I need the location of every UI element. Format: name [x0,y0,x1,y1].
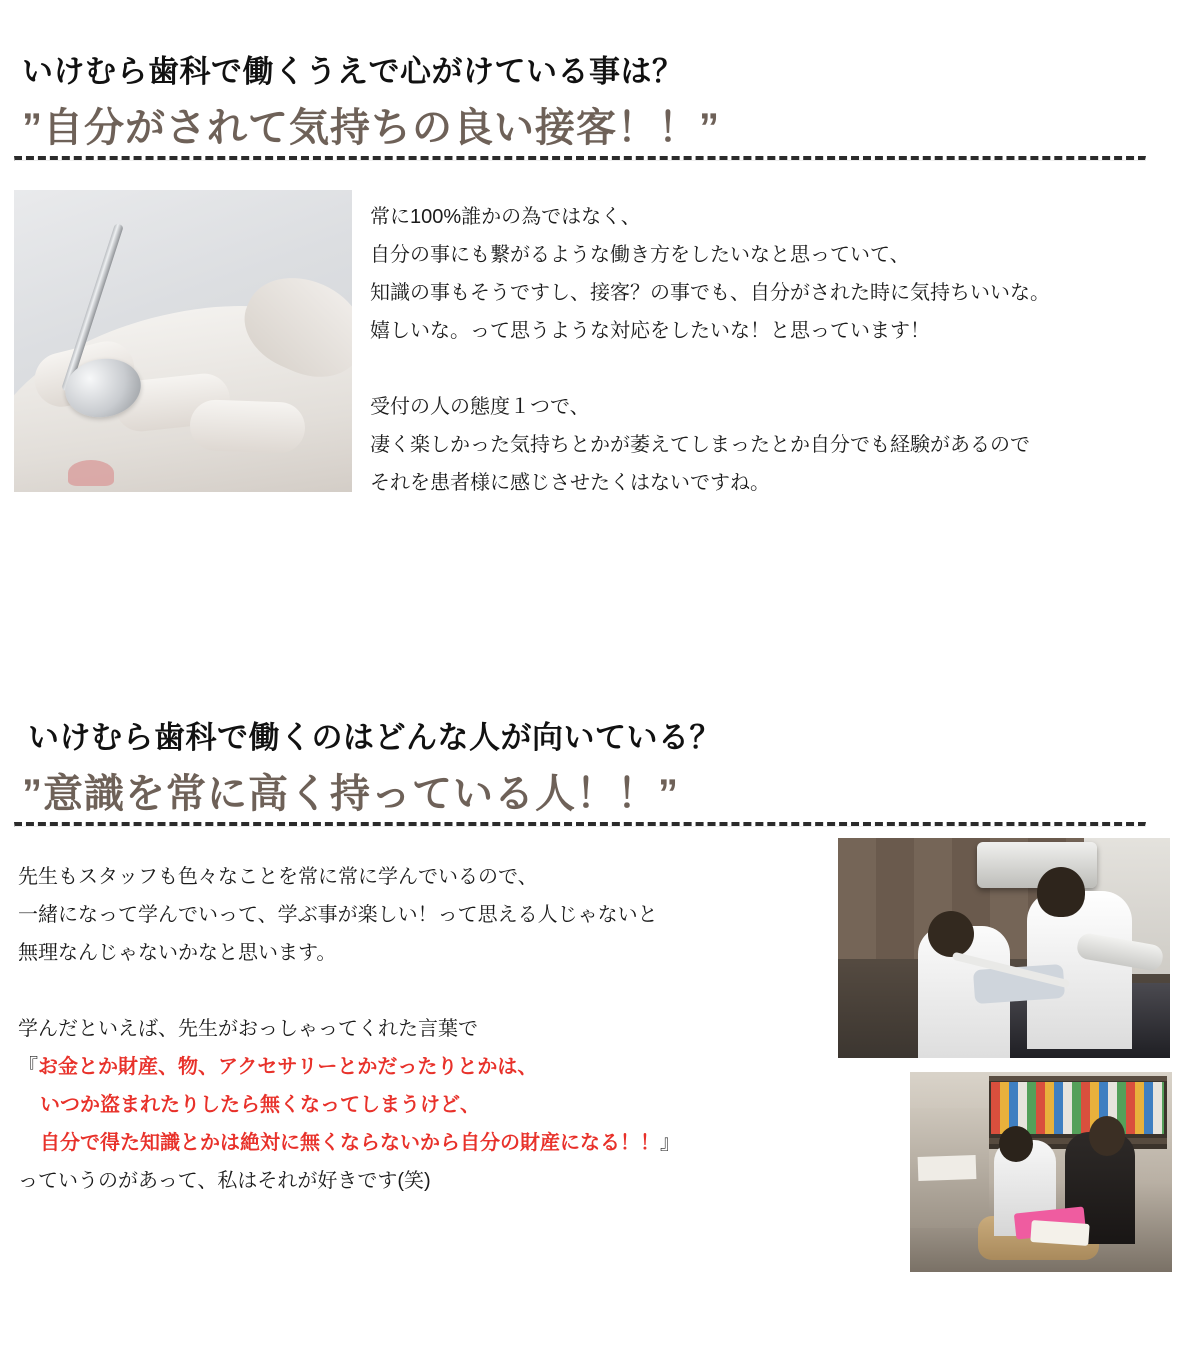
answer-close-quote: ” [699,106,720,150]
section2-photo-treatment-room [838,838,1170,1058]
section1-question: いけむら歯科で働くうえで心がけている事は？ [22,54,684,89]
section2-body [18,858,848,1200]
quote-text: いつか盗まれたりしたら無くなってしまうけど、 [40,1094,480,1116]
answer-close-quote: ” [658,772,679,816]
quote-open-bracket: 『 [18,1056,38,1078]
section2-photo-waiting-area [910,1072,1172,1272]
section2-quote-line-1 [18,1048,848,1086]
answer-open-quote: ” [22,106,43,150]
section1-body-line: 常に100%誰かの為ではなく、 [370,206,641,228]
section2-answer [22,762,679,819]
section1-body-line: 嬉しいな。って思うような対応をしたいな！と思っています！ [370,320,930,342]
quote-text: 自分で得た知識とかは絶対に無くならないから自分の財産になる！！ [40,1132,660,1154]
section2-quote-line-2 [18,1086,848,1124]
section1-divider [14,156,1146,161]
section2-divider [14,822,1146,827]
answer-open-quote: ” [22,772,43,816]
section1-body2-line: 受付の人の態度１つで、 [370,396,590,418]
section2-question: いけむら歯科で働くのはどんな人が向いている？ [28,720,721,755]
section2-body2-outro: っていうのがあって、私はそれが好きです(笑) [18,1170,431,1192]
section2-body-line: 一緒になって学んでいって、学ぶ事が楽しい！って思える人じゃないと [18,904,658,926]
section1-answer [22,96,720,153]
section1-body [370,198,1170,502]
section2-body-line: 無理なんじゃないかなと思います。 [18,942,337,964]
section1-photo [14,190,352,492]
section1-body-line: 自分の事にも繋がるような働き方をしたいなと思っていて、 [370,244,910,266]
answer-text: 自分がされて気持ちの良い接客！！ [43,106,699,150]
quote-close-bracket: 』 [660,1132,680,1154]
answer-text: 意識を常に高く持っている人！！ [43,772,658,816]
section1-body2-line: それを患者様に感じさせたくはないですね。 [370,472,770,494]
section2-body2-intro: 学んだといえば、先生がおっしゃってくれた言葉で [18,1018,478,1040]
quote-text: お金とか財産、物、アクセサリーとかだったりとかは、 [38,1056,538,1078]
section1-body2-line: 凄く楽しかった気持ちとかが萎えてしまったとか自分でも経験があるので [370,434,1030,456]
section2-quote-line-3 [18,1124,848,1162]
section1-body-line: 知識の事もそうですし、接客？の事でも、自分がされた時に気持ちいいな。 [370,282,1050,304]
section2-body-line: 先生もスタッフも色々なことを常に常に学んでいるので、 [18,866,538,888]
